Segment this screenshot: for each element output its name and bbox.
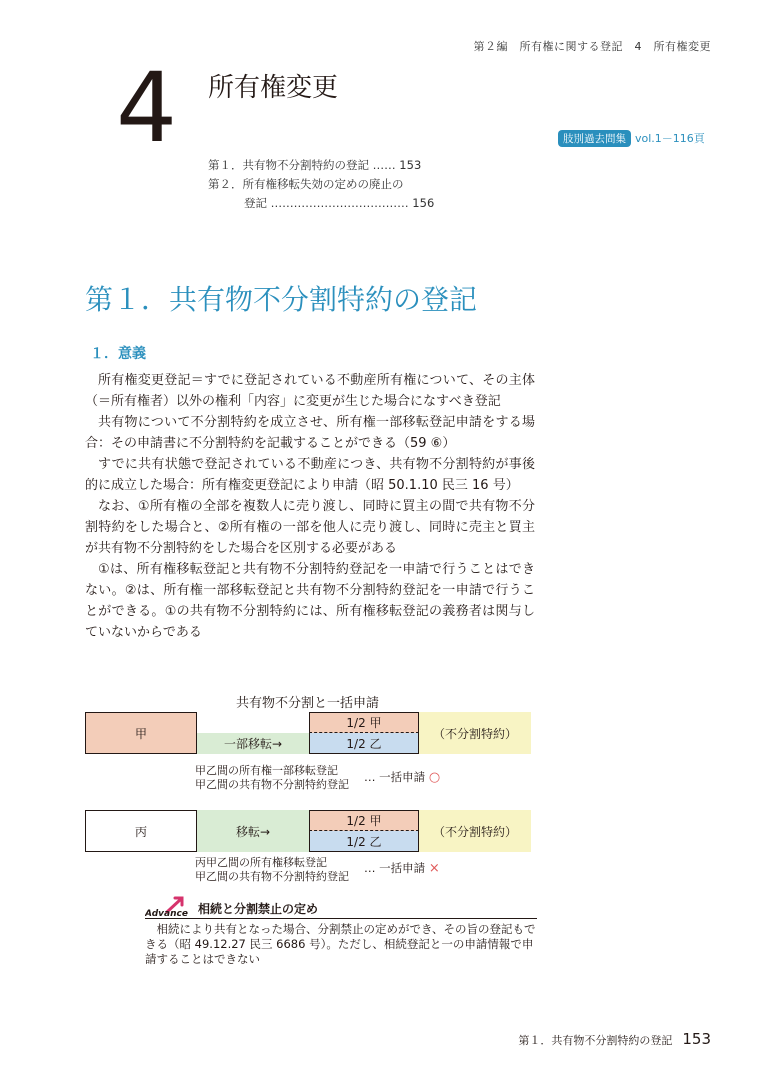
note-case2 (195, 856, 349, 884)
body-text (85, 370, 535, 643)
chapter-title: 所有権変更 (208, 73, 339, 103)
advance-logo (145, 896, 189, 918)
reference-volume: vol.1－116頁 (635, 132, 705, 145)
advance-body (145, 922, 537, 967)
note-case1 (195, 764, 349, 792)
share-top-case2: 1/2 甲 (309, 810, 419, 831)
special-box-case2: （不分割特約） (419, 810, 531, 852)
section-title: 第１．共有物不分割特約の登記 (85, 283, 478, 316)
advance-title: 相続と分割禁止の定め (198, 902, 319, 916)
reference-badge: 肢別過去問集 (558, 130, 631, 147)
diagram-title: 共有物不分割と一括申請 (235, 696, 379, 711)
arrow-band-case1: 一部移転→ (197, 733, 309, 754)
cross-mark: × (428, 861, 440, 876)
owner-box-case1: 甲 (85, 712, 197, 754)
share-top-case1: 1/2 甲 (309, 712, 419, 733)
page-footer (518, 1030, 711, 1048)
note-line: 甲乙間の所有権一部移転登記 (195, 764, 338, 777)
advance-divider (145, 918, 537, 919)
share-bottom-case2: 1/2 乙 (309, 831, 419, 852)
advance-logo-text: Advance (145, 909, 188, 918)
result-case2 (364, 861, 440, 876)
advance-arrow-icon (145, 896, 189, 918)
toc-item[interactable]: 第２．所有権移転失効の定めの廃止の (208, 177, 404, 191)
running-header: 第２編 所有権に関する登記 4 所有権変更 (473, 40, 711, 53)
note-line: 甲乙間の共有物不分割特約登記 (195, 778, 349, 791)
paragraph: 所有権変更登記＝すでに登記されている不動産所有権について、その主体（＝所有権者）以外の権利「内容」に変更が生じた場合になすべき登記 (85, 373, 535, 409)
result-text: … 一括申請 (364, 861, 426, 875)
paragraph: すでに共有状態で登記されている不動産につき、共有物不分割特約が事後的に成立した場合：所有権変更登記により申請（昭 50.1.10 民三 16 号） (85, 457, 535, 493)
circle-mark: ○ (428, 770, 441, 785)
special-box-case1: （不分割特約） (419, 712, 531, 754)
footer-section: 第１．共有物不分割特約の登記 (518, 1034, 673, 1047)
paragraph: なお、①所有権の全部を複数人に売り渡し、同時に買主の間で共有物不分割特約をした場合と、②所有権の一部を他人に売り渡し、同時に売主と買主が共有物不分割特約をした場合を区別する必要がある (85, 499, 535, 556)
chapter-toc (208, 156, 434, 213)
chapter-number: 4 (116, 52, 178, 164)
paragraph: ①は、所有権移転登記と共有物不分割特約登記を一申請で行うことはできない。②は、所有権一部移転登記と共有物不分割特約登記を一申請で行うことができる。①の共有物不分割特約には、所有権移転登記の義務者は関与していないからである (85, 562, 535, 640)
subsection-title: １．意義 (90, 346, 146, 362)
result-case1 (364, 770, 440, 785)
arrow-band-case2: 移転→ (197, 810, 309, 852)
toc-item[interactable]: 登記 ……………………………… 156 (244, 196, 435, 210)
paragraph: 共有物について不分割特約を成立させ、所有権一部移転登記申請をする場合：その申請書に不分割特約を記載することができる（59 ⑥） (85, 415, 535, 451)
advance-text: 相続により共有となった場合、分割禁止の定めができ、その旨の登記もできる（昭 49.12.27 民三 6686 号）。ただし、相続登記と一の申請情報で申請することはできない (145, 922, 536, 966)
note-line: 丙甲乙間の所有権移転登記 (195, 856, 327, 869)
note-line: 甲乙間の共有物不分割特約登記 (195, 870, 349, 883)
share-bottom-case1: 1/2 乙 (309, 733, 419, 754)
reference-note (558, 130, 705, 147)
page-number: 153 (682, 1030, 711, 1048)
owner-box-case2: 丙 (85, 810, 197, 852)
result-text: … 一括申請 (364, 770, 426, 784)
toc-item[interactable]: 第１．共有物不分割特約の登記 …… 153 (208, 158, 422, 172)
